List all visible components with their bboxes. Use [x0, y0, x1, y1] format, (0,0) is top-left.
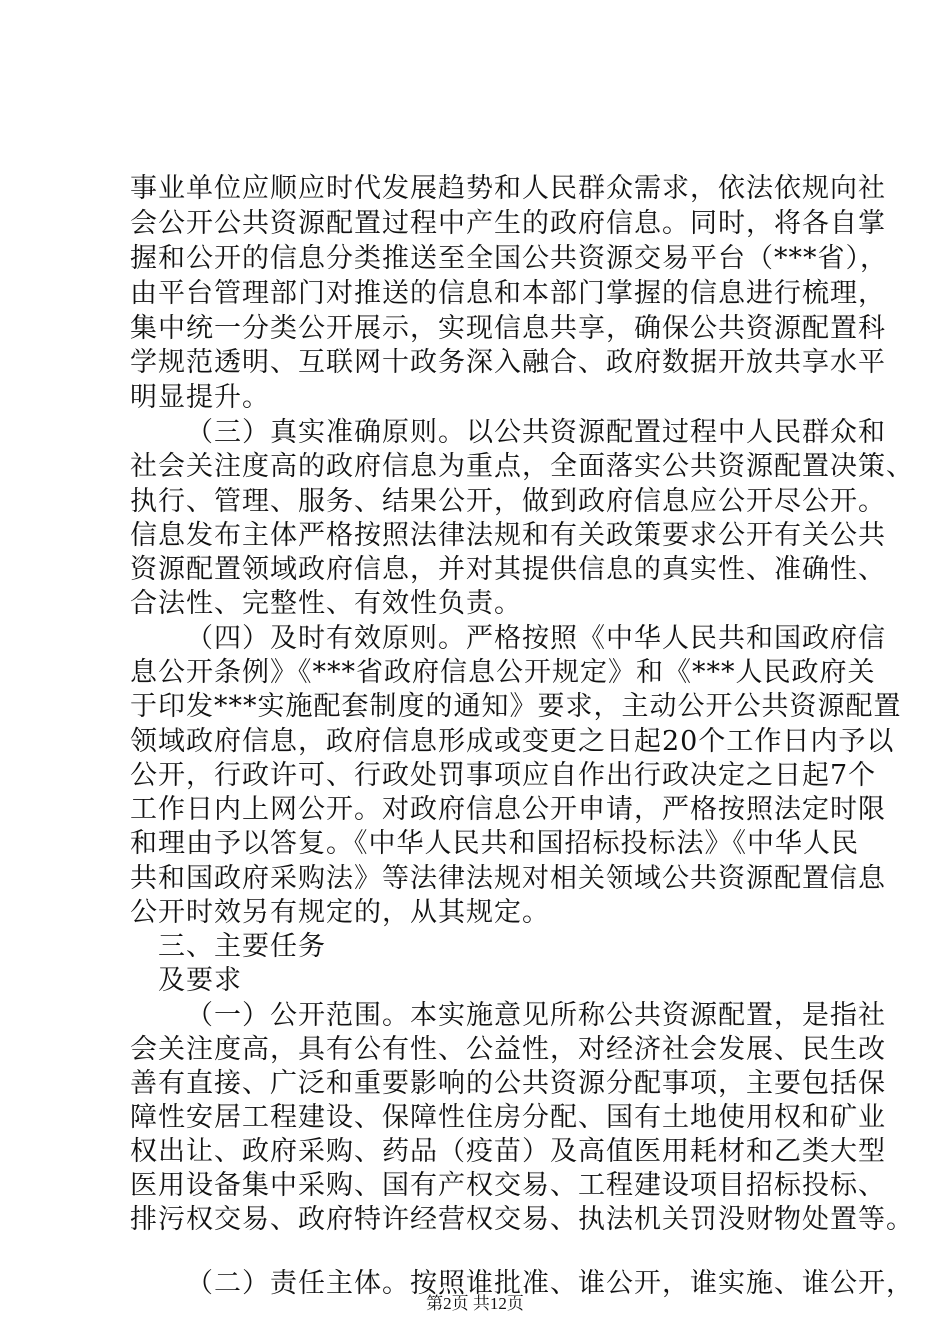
- text-line: 公开，行政许可、行政处罚事项应自作出行政决定之日起7个: [130, 760, 877, 791]
- text-line: 明显提升。: [130, 382, 270, 413]
- text-line: 资源配置领域政府信息，并对其提供信息的真实性、准确性、: [130, 554, 886, 585]
- text-line: 公开时效另有规定的，从其规定。: [130, 897, 550, 928]
- text-line: （四）及时有效原则。严格按照《中华人民共和国政府信: [186, 623, 886, 654]
- text-line: 执行、管理、服务、结果公开，做到政府信息应公开尽公开。: [130, 486, 886, 517]
- page-footer: 第2页 共12页: [426, 1294, 524, 1313]
- text-line: 集中统一分类公开展示，实现信息共享，确保公共资源配置科: [130, 313, 886, 344]
- text-line: 排污权交易、政府特许经营权交易、执法机关罚没财物处置等。: [130, 1204, 914, 1235]
- text-line: 信息发布主体严格按照法律法规和有关政策要求公开有关公共: [130, 520, 886, 551]
- text-line: 息公开条例》《***省政府信息公开规定》和《***人民政府关: [130, 657, 876, 688]
- text-line: 学规范透明、互联网十政务深入融合、政府数据开放共享水平: [130, 347, 886, 378]
- text-line: 医用设备集中采购、国有产权交易、工程建设项目招标投标、: [130, 1170, 886, 1201]
- text-line: 共和国政府采购法》等法律法规对相关领域公共资源配置信息: [130, 863, 886, 894]
- text-line: 障性安居工程建设、保障性住房分配、国有土地使用权和矿业: [130, 1102, 886, 1133]
- text-line: 领域政府信息，政府信息形成或变更之日起20个工作日内予以: [130, 726, 895, 757]
- text-line: （一）公开范围。本实施意见所称公共资源配置，是指社: [186, 1000, 886, 1031]
- section-heading: 三、主要任务: [158, 931, 326, 962]
- text-line: 权出让、政府采购、药品（疫苗）及高值医用耗材和乙类大型: [130, 1136, 886, 1167]
- text-line: 由平台管理部门对推送的信息和本部门掌握的信息进行梳理，: [130, 278, 886, 309]
- text-line: 合法性、完整性、有效性负责。: [130, 588, 522, 619]
- text-line: 会公开公共资源配置过程中产生的政府信息。同时，将各自掌: [130, 208, 886, 239]
- text-line: 和理由予以答复。《中华人民共和国招标投标法》《中华人民: [130, 828, 859, 859]
- section-heading: 及要求: [158, 965, 242, 996]
- text-line: （二）责任主体。按照谁批准、谁公开，谁实施、谁公开，: [186, 1268, 914, 1299]
- text-line: 社会关注度高的政府信息为重点，全面落实公共资源配置决策、: [130, 451, 914, 482]
- text-line: 会关注度高，具有公有性、公益性，对经济社会发展、民生改: [130, 1034, 886, 1065]
- text-line: 事业单位应顺应时代发展趋势和人民群众需求，依法依规向社: [130, 173, 886, 204]
- text-line: 于印发***实施配套制度的通知》要求，主动公开公共资源配置: [130, 691, 902, 722]
- text-line: 工作日内上网公开。对政府信息公开申请，严格按照法定时限: [130, 794, 886, 825]
- text-line: （三）真实准确原则。以公共资源配置过程中人民群众和: [186, 417, 886, 448]
- text-line: 善有直接、广泛和重要影响的公共资源分配事项，主要包括保: [130, 1068, 886, 1099]
- text-line: 握和公开的信息分类推送至全国公共资源交易平台（***省），: [130, 243, 888, 274]
